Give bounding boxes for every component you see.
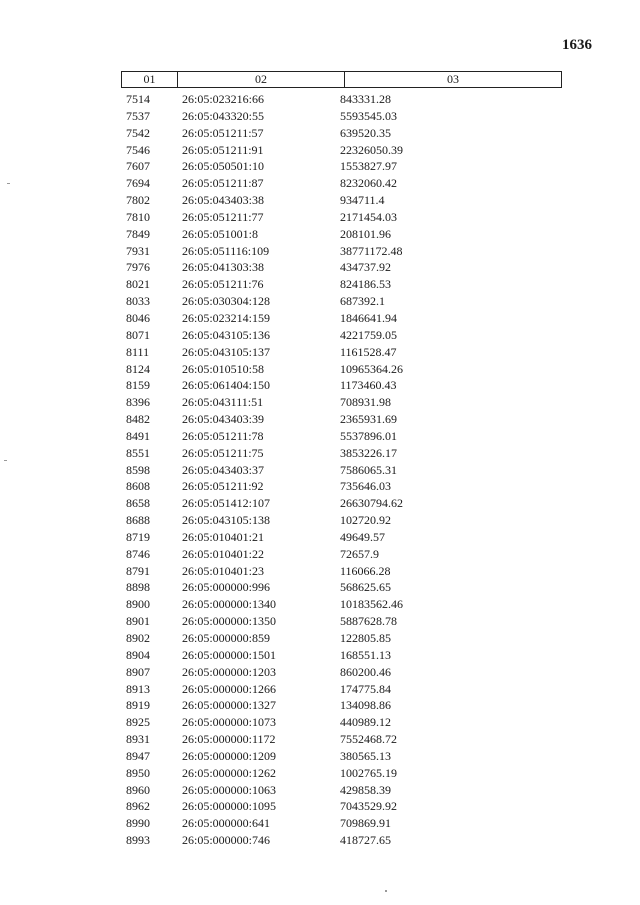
cell-cadastral-number: 26:05:000000:641 — [182, 816, 271, 831]
cell-value: 5887628.78 — [340, 614, 397, 629]
cell-cadastral-number: 26:05:051211:76 — [182, 277, 264, 292]
cell-cadastral-number: 26:05:000000:1350 — [182, 614, 277, 629]
cell-cadastral-number: 26:05:051211:78 — [182, 428, 264, 443]
cell-id: 8900 — [126, 597, 150, 612]
table-row — [121, 546, 562, 563]
cell-id: 8658 — [126, 496, 150, 511]
cell-value: 5593545.03 — [340, 108, 397, 123]
cell-cadastral-number: 26:05:000000:859 — [182, 631, 271, 645]
cell-cadastral-number: 26:05:010401:21 — [182, 529, 265, 544]
table-row — [121, 175, 562, 192]
table-row — [121, 445, 562, 462]
table-row — [121, 478, 562, 495]
cell-value: 72657.9 — [340, 546, 379, 561]
cell-id: 8046 — [126, 310, 150, 325]
cell-cadastral-number: 26:05:000000:746 — [182, 833, 271, 848]
cell-cadastral-number: 26:05:010510:58 — [182, 361, 265, 376]
cell-id: 8124 — [126, 361, 150, 376]
cell-cadastral-number: 26:05:050501:10 — [182, 159, 265, 174]
cell-id: 8913 — [126, 681, 150, 696]
cell-cadastral-number: 26:05:000000:1063 — [182, 782, 277, 797]
column-header-03: 03 — [447, 72, 459, 86]
cell-cadastral-number: 26:05:023216:66 — [182, 92, 265, 106]
cell-id: 8962 — [126, 799, 150, 814]
table-row — [121, 563, 562, 580]
cell-cadastral-number: 26:05:041303:38 — [182, 260, 265, 275]
column-header-02: 02 — [178, 72, 345, 87]
cell-value: 735646.03 — [340, 479, 391, 494]
table-row — [121, 394, 562, 411]
cell-value: 168551.13 — [340, 647, 391, 662]
cell-id: 8990 — [126, 816, 150, 831]
cell-id: 7514 — [126, 92, 150, 106]
cell-value: 10965364.26 — [340, 361, 403, 376]
cell-id: 8396 — [126, 395, 150, 410]
table-row — [121, 647, 562, 664]
table-row — [121, 377, 562, 394]
cell-id: 7542 — [126, 125, 150, 140]
cell-value: 49649.57 — [340, 529, 385, 544]
cell-cadastral-number: 26:05:051211:57 — [182, 125, 264, 140]
cell-cadastral-number: 26:05:000000:1327 — [182, 698, 277, 713]
cell-cadastral-number: 26:05:051211:91 — [182, 142, 264, 157]
cell-value: 10183562.46 — [340, 597, 403, 612]
cell-value: 22326050.39 — [340, 142, 403, 157]
cell-cadastral-number: 26:05:043105:138 — [182, 513, 271, 528]
cell-value: 174775.84 — [340, 681, 391, 696]
table-row — [121, 243, 562, 260]
cell-cadastral-number: 26:05:043105:136 — [182, 327, 271, 342]
cell-id: 7976 — [126, 260, 150, 275]
cell-id: 7694 — [126, 176, 150, 191]
cell-value: 134098.86 — [340, 698, 391, 713]
cell-cadastral-number: 26:05:051412:107 — [182, 496, 271, 511]
table-row — [121, 142, 562, 159]
table-row — [121, 681, 562, 698]
table-row — [121, 293, 562, 310]
cell-value: 116066.28 — [340, 563, 391, 578]
table-row — [121, 276, 562, 293]
table-row — [121, 428, 562, 445]
table-row — [121, 125, 562, 142]
table-row — [121, 697, 562, 714]
table-row — [121, 327, 562, 344]
cell-value: 860200.46 — [340, 664, 391, 679]
table-row — [121, 664, 562, 681]
cell-id: 8719 — [126, 529, 150, 544]
cell-value: 934711.4 — [340, 193, 385, 208]
table-row — [121, 765, 562, 782]
scan-speck — [4, 460, 7, 461]
cell-value: 1846641.94 — [340, 310, 397, 325]
cell-id: 8902 — [126, 631, 150, 645]
cell-id: 8608 — [126, 479, 150, 494]
table-row — [121, 815, 562, 832]
cell-value: 26630794.62 — [340, 496, 403, 511]
cell-value: 7043529.92 — [340, 799, 397, 814]
cell-value: 380565.13 — [340, 748, 391, 763]
cell-value: 1553827.97 — [340, 159, 397, 174]
cell-cadastral-number: 26:05:000000:1172 — [182, 732, 276, 747]
table-row — [121, 782, 562, 799]
cell-value: 208101.96 — [340, 226, 391, 241]
cell-cadastral-number: 26:05:051211:92 — [182, 479, 264, 494]
cell-value: 708931.98 — [340, 395, 391, 410]
cell-cadastral-number: 26:05:000000:1262 — [182, 765, 277, 780]
table-row — [121, 529, 562, 546]
cell-id: 7802 — [126, 193, 150, 208]
cell-cadastral-number: 26:05:043403:38 — [182, 193, 265, 208]
cell-value: 824186.53 — [340, 277, 391, 292]
scan-speck — [7, 183, 10, 184]
cell-cadastral-number: 26:05:043105:137 — [182, 344, 271, 359]
cell-id: 8746 — [126, 546, 150, 561]
cell-cadastral-number: 26:05:051211:77 — [182, 209, 264, 224]
cell-cadastral-number: 26:05:000000:1209 — [182, 748, 277, 763]
cell-id: 8071 — [126, 327, 150, 342]
table-row — [121, 310, 562, 327]
table-row — [121, 259, 562, 276]
cell-id: 7849 — [126, 226, 150, 241]
cell-value: 2365931.69 — [340, 412, 397, 427]
cell-value: 2171454.03 — [340, 209, 397, 224]
cell-value: 1173460.43 — [340, 378, 397, 393]
cell-id: 8907 — [126, 664, 150, 679]
cell-value: 5537896.01 — [340, 428, 397, 443]
cell-id: 8021 — [126, 277, 150, 292]
cell-value: 1002765.19 — [340, 765, 397, 780]
table-row — [121, 731, 562, 748]
cell-cadastral-number: 26:05:043111:51 — [182, 395, 264, 410]
scan-speck — [385, 890, 387, 892]
cell-id: 8033 — [126, 294, 150, 309]
table-row — [121, 596, 562, 613]
cell-value: 8232060.42 — [340, 176, 397, 191]
cell-cadastral-number: 26:05:051211:75 — [182, 445, 264, 460]
cell-value: 418727.65 — [340, 833, 391, 848]
table-row — [121, 512, 562, 529]
cell-cadastral-number: 26:05:010401:23 — [182, 563, 265, 578]
cell-id: 8491 — [126, 428, 150, 443]
cell-value: 687392.1 — [340, 294, 385, 309]
cell-id: 7537 — [126, 108, 150, 123]
cell-id: 7607 — [126, 159, 150, 174]
cell-value: 843331.28 — [340, 92, 391, 106]
cell-cadastral-number: 26:05:051211:87 — [182, 176, 264, 191]
cell-value: 3853226.17 — [340, 445, 397, 460]
cell-cadastral-number: 26:05:000000:1203 — [182, 664, 277, 679]
cell-value: 38771172.48 — [340, 243, 403, 258]
table-body — [121, 91, 562, 849]
cell-cadastral-number: 26:05:051001:8 — [182, 226, 259, 241]
table-row — [121, 798, 562, 815]
cell-id: 8482 — [126, 412, 150, 427]
table-row — [121, 158, 562, 175]
page-number: 1636 — [562, 37, 592, 53]
cell-id: 8904 — [126, 647, 150, 662]
cell-id: 8159 — [126, 378, 150, 393]
cell-cadastral-number: 26:05:010401:22 — [182, 546, 265, 561]
cell-id: 7931 — [126, 243, 150, 258]
cell-cadastral-number: 26:05:000000:1073 — [182, 715, 277, 730]
cell-cadastral-number: 26:05:023214:159 — [182, 310, 271, 325]
table-row — [121, 630, 562, 647]
cell-cadastral-number: 26:05:000000:1266 — [182, 681, 277, 696]
cell-id: 7546 — [126, 142, 150, 157]
cell-id: 8111 — [126, 344, 150, 359]
cell-id: 8551 — [126, 445, 150, 460]
cell-value: 639520.35 — [340, 125, 391, 140]
cell-value: 122805.85 — [340, 631, 391, 645]
table-row — [121, 226, 562, 243]
cell-value: 440989.12 — [340, 715, 391, 730]
cell-id: 8950 — [126, 765, 150, 780]
table-row — [121, 748, 562, 765]
cell-id: 8947 — [126, 748, 150, 763]
cell-cadastral-number: 26:05:061404:150 — [182, 378, 271, 393]
cell-value: 102720.92 — [340, 513, 391, 528]
cell-id: 8898 — [126, 580, 150, 595]
cell-value: 7552468.72 — [340, 732, 397, 747]
cell-cadastral-number: 26:05:000000:996 — [182, 580, 271, 595]
cell-value: 1161528.47 — [340, 344, 397, 359]
cell-cadastral-number: 26:05:000000:1340 — [182, 597, 277, 612]
cell-id: 8931 — [126, 732, 150, 747]
cell-cadastral-number: 26:05:000000:1095 — [182, 799, 277, 814]
table-row — [121, 209, 562, 226]
cell-cadastral-number: 26:05:043320:55 — [182, 108, 265, 123]
cell-id: 8925 — [126, 715, 150, 730]
cell-id: 8919 — [126, 698, 150, 713]
table-row — [121, 613, 562, 630]
cell-id: 8960 — [126, 782, 150, 797]
table-row — [121, 344, 562, 361]
cell-value: 434737.92 — [340, 260, 391, 275]
column-header-01: 01 — [122, 72, 178, 87]
cell-id: 8993 — [126, 833, 150, 848]
table-header — [121, 71, 562, 88]
table-row — [121, 714, 562, 731]
table-row — [121, 411, 562, 428]
cell-cadastral-number: 26:05:043403:37 — [182, 462, 265, 477]
cell-id: 8598 — [126, 462, 150, 477]
table-row — [121, 108, 562, 125]
cell-cadastral-number: 26:05:051116:109 — [182, 243, 270, 258]
table-row — [121, 361, 562, 378]
cell-value: 709869.91 — [340, 816, 391, 831]
cell-cadastral-number: 26:05:000000:1501 — [182, 647, 277, 662]
table-row — [121, 579, 562, 596]
table-row — [121, 91, 562, 108]
cell-id: 8688 — [126, 513, 150, 528]
cell-id: 8791 — [126, 563, 150, 578]
cell-id: 7810 — [126, 209, 150, 224]
cell-cadastral-number: 26:05:030304:128 — [182, 294, 271, 309]
cell-value: 568625.65 — [340, 580, 391, 595]
cell-id: 8901 — [126, 614, 150, 629]
table-row — [121, 832, 562, 849]
table-row — [121, 192, 562, 209]
cell-value: 7586065.31 — [340, 462, 397, 477]
table-row — [121, 495, 562, 512]
cell-cadastral-number: 26:05:043403:39 — [182, 412, 265, 427]
table-row — [121, 462, 562, 479]
cell-value: 4221759.05 — [340, 327, 397, 342]
cell-value: 429858.39 — [340, 782, 391, 797]
